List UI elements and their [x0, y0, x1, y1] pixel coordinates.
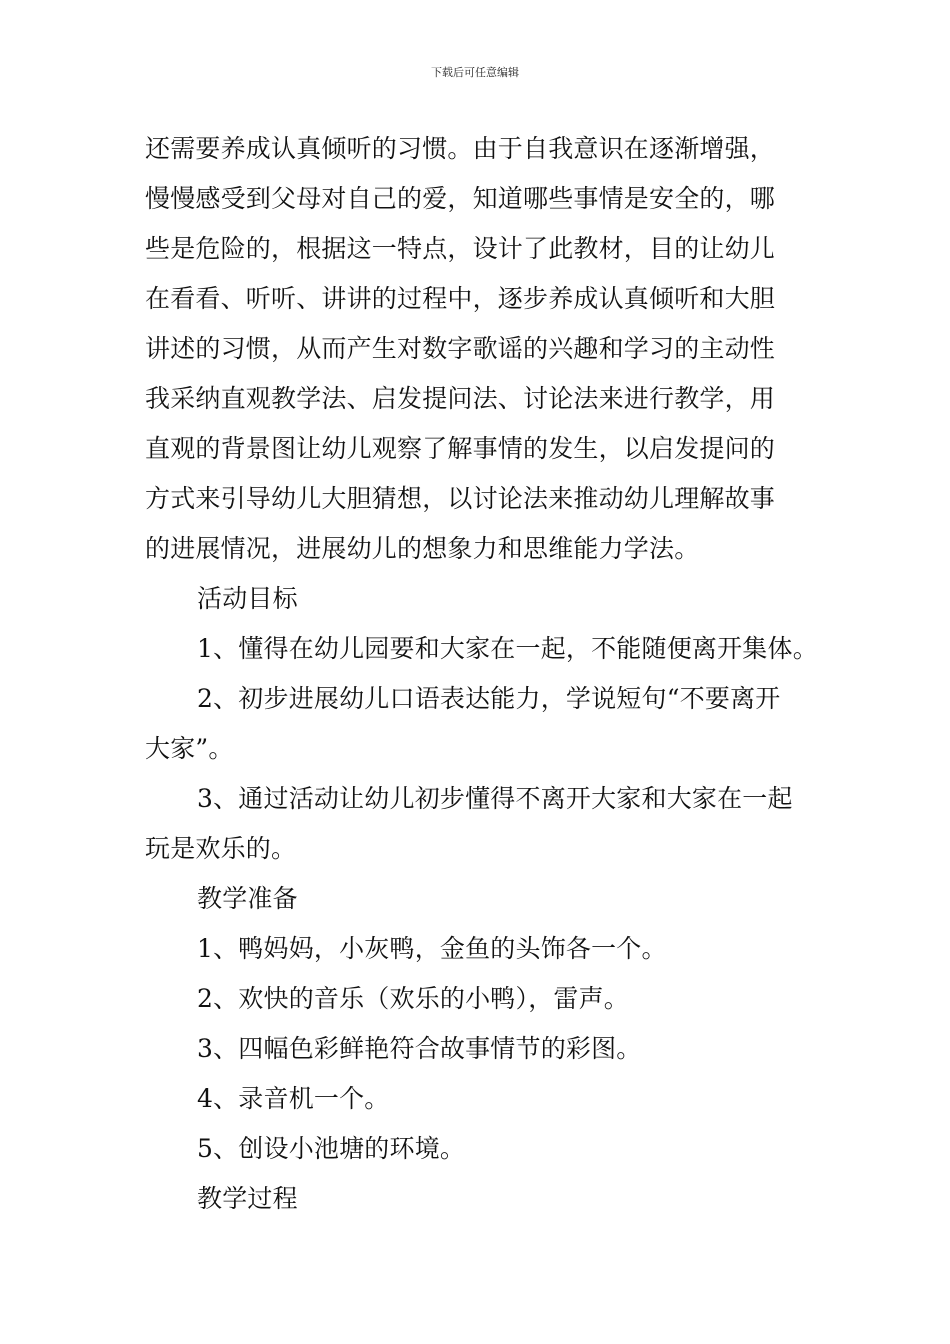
page-header: 下载后可任意编辑	[431, 66, 519, 79]
list-item: 5、创设小池塘的环境。	[197, 1134, 466, 1163]
section-heading-preparation: 教学准备	[197, 884, 298, 913]
document-body	[145, 124, 818, 1224]
body-text-line: 的进展情况，进展幼儿的想象力和思维能力学法。	[145, 534, 700, 563]
list-item: 2、欢快的音乐（欢乐的小鸭），雷声。	[197, 984, 630, 1013]
body-text-line: 我采纳直观教学法、启发提问法、讨论法来进行教学，用	[145, 384, 776, 413]
section-heading-process: 教学过程	[197, 1184, 298, 1213]
section-heading-activity-goals: 活动目标	[197, 584, 298, 613]
body-text-line: 慢慢感受到父母对自己的爱，知道哪些事情是安全的，哪	[145, 184, 776, 213]
body-text-line: 方式来引导幼儿大胆猜想，以讨论法来推动幼儿理解故事	[145, 484, 776, 513]
list-item-continuation: 玩是欢乐的。	[145, 834, 297, 863]
list-item: 3、四幅色彩鲜艳符合故事情节的彩图。	[197, 1034, 642, 1063]
list-item-continuation: 大家”。	[145, 734, 234, 763]
list-item: 2、初步进展幼儿口语表达能力，学说短句“不要离开	[197, 684, 781, 713]
list-item: 3、通过活动让幼儿初步懂得不离开大家和大家在一起	[197, 784, 793, 813]
body-text-line: 讲述的习惯，从而产生对数字歌谣的兴趣和学习的主动性	[145, 334, 776, 363]
body-text-line: 还需要养成认真倾听的习惯。由于自我意识在逐渐增强，	[145, 134, 776, 163]
list-item: 4、录音机一个。	[197, 1084, 390, 1113]
list-item: 1、鸭妈妈，小灰鸭，金鱼的头饰各一个。	[197, 934, 667, 963]
body-text-line: 在看看、听听、讲讲的过程中，逐步养成认真倾听和大胆	[145, 284, 776, 313]
body-text-line: 直观的背景图让幼儿观察了解事情的发生，以启发提问的	[145, 434, 776, 463]
body-text-line: 些是危险的，根据这一特点，设计了此教材，目的让幼儿	[145, 234, 776, 263]
list-item: 1、懂得在幼儿园要和大家在一起，不能随便离开集体。	[197, 634, 818, 663]
